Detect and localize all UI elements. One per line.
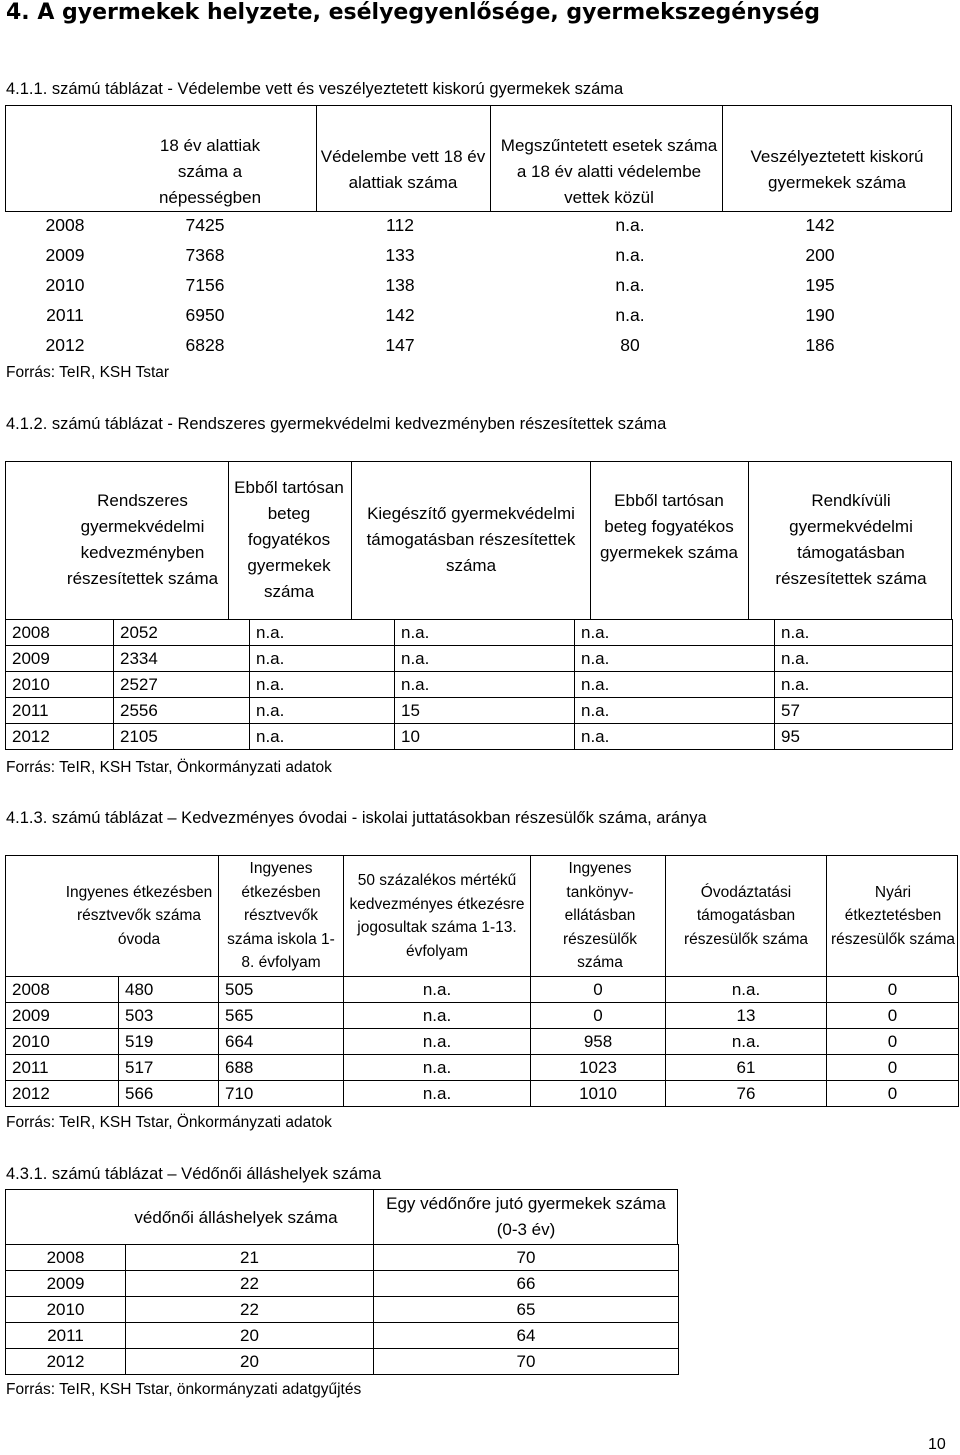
table-cell: 2008 [6,977,119,1003]
table-cell: n.a. [344,1003,531,1029]
table-cell: 0 [827,1055,959,1081]
divider [590,461,591,620]
table-cell: 21 [126,1245,374,1271]
table-cell: n.a. [250,620,395,646]
table-row [0,300,900,330]
divider [748,461,749,620]
column-header: Ebből tartósan beteg fogyatékos gyermekek száma [600,491,738,562]
table-row [6,1029,959,1055]
table-cell: 70 [374,1349,679,1375]
table-cell: 2011 [6,698,114,724]
column-header: Rendszeres gyermekvédelmi kedvezményben részesítettek száma [66,491,219,588]
table-cell: 2010 [6,1297,126,1323]
table-cell: 2105 [114,724,250,750]
table-cell: 7425 [185,214,225,235]
table-cell: 66 [374,1271,679,1297]
table-cell: 2009 [45,244,85,265]
table-cell: 2008 [6,620,114,646]
column-header: Nyári étkeztetésben részesülők száma [830,883,956,948]
table-cell: 7156 [185,274,225,295]
table-cell: 565 [219,1003,344,1029]
table-row [6,1297,679,1323]
table-cell: 519 [119,1029,219,1055]
table-cell: 2012 [6,724,114,750]
table-cell: 2556 [114,698,250,724]
table-cell: 2009 [6,646,114,672]
table-cell: 958 [531,1029,666,1055]
column-header: védőnői álláshelyek száma [134,1208,338,1227]
table-cell: 2012 [45,334,85,355]
table-cell: 517 [119,1055,219,1081]
table-cell: 480 [119,977,219,1003]
table-cell: n.a. [615,304,645,325]
table-cell: 64 [374,1323,679,1349]
table-cell: n.a. [344,977,531,1003]
table-cell: n.a. [666,977,827,1003]
table-row [6,1323,679,1349]
data-table [5,619,953,750]
table-cell: n.a. [575,672,775,698]
table-row [6,646,953,672]
table-cell: n.a. [250,724,395,750]
table-cell: 2012 [6,1081,119,1107]
table-cell: n.a. [250,698,395,724]
table-cell: 65 [374,1297,679,1323]
table-row [6,1349,679,1375]
table-cell: 2010 [6,672,114,698]
table-cell: 6950 [185,304,225,325]
table-cell: 186 [805,334,835,355]
table-cell: 1010 [531,1081,666,1107]
table-cell: n.a. [775,620,953,646]
table-cell: 2008 [6,1245,126,1271]
divider [530,855,531,977]
table-cell: 0 [827,977,959,1003]
column-header: Ebből tartósan beteg fogyatékos gyermekek száma [234,478,344,601]
table-source: Forrás: TeIR, KSH Tstar, Önkormányzati adatok [6,759,332,776]
table-cell: 22 [126,1271,374,1297]
table-cell: 710 [219,1081,344,1107]
table-cell: 57 [775,698,953,724]
table-cell: 195 [805,274,835,295]
table-cell: n.a. [395,620,575,646]
table-cell: n.a. [615,274,645,295]
table-cell: 688 [219,1055,344,1081]
table-cell: n.a. [615,244,645,265]
table-cell: 15 [395,698,575,724]
table-cell: 2009 [6,1003,119,1029]
table-cell: n.a. [575,698,775,724]
column-header: 50 százalékos mértékű kedvezményes étkezésre jogosultak száma 1-13. évfolyam [349,872,525,960]
table-cell: 2334 [114,646,250,672]
column-header: Megszűntetett esetek száma a 18 év alatti védelembe vettek közül [500,136,718,207]
table-cell: 20 [126,1323,374,1349]
table-cell: 7368 [185,244,225,265]
column-header: Védelembe vett 18 év alattiak száma [320,147,486,192]
table-cell: n.a. [250,672,395,698]
table-cell: 142 [805,214,835,235]
table-cell: n.a. [344,1081,531,1107]
divider [665,855,666,977]
table-cell: 138 [385,274,415,295]
table-row [6,977,959,1003]
table-cell: 0 [531,977,666,1003]
column-header: Ingyenes étkezésben résztvevők száma iskola 1-8. évfolyam [227,860,335,972]
table-cell: 503 [119,1003,219,1029]
table-row [6,1271,679,1297]
column-header: Rendkívüli gyermekvédelmi támogatásban részesítettek száma [775,491,927,588]
table-cell: 80 [620,334,640,355]
table-cell: 10 [395,724,575,750]
table-cell: 147 [385,334,415,355]
table-row [6,698,953,724]
table-cell: 0 [827,1081,959,1107]
table-cell: 2011 [46,304,84,325]
table-source: Forrás: TeIR, KSH Tstar, önkormányzati adatgyűjtés [6,1381,362,1398]
divider [722,105,723,212]
table-cell: n.a. [575,646,775,672]
table-cell: 2008 [45,214,85,235]
divider [351,461,352,620]
table-caption: 4.1.1. számú táblázat - Védelembe vett és veszélyeztetett kiskorú gyermekek száma [6,80,624,98]
table-cell: 2012 [6,1349,126,1375]
table-cell: 112 [386,214,414,235]
table-cell: 664 [219,1029,344,1055]
table-cell: 566 [119,1081,219,1107]
table-cell: n.a. [575,724,775,750]
table-cell: 95 [775,724,953,750]
table-source: Forrás: TeIR, KSH Tstar, Önkormányzati adatok [6,1114,332,1131]
table-cell: n.a. [250,646,395,672]
table-caption: 4.1.2. számú táblázat - Rendszeres gyermekvédelmi kedvezményben részesítettek száma [6,415,667,433]
table-row [6,1055,959,1081]
table-cell: 0 [827,1029,959,1055]
table-row [0,270,900,300]
table-caption: 4.1.3. számú táblázat – Kedvezményes óvodai - iskolai juttatásokban részesülők száma, aránya [6,809,707,827]
column-header: Kiegészítő gyermekvédelmi támogatásban részesítettek száma [366,504,576,575]
table-cell: n.a. [395,672,575,698]
table-cell: 142 [385,304,415,325]
table-cell: 2011 [6,1323,126,1349]
table-cell: 133 [385,244,415,265]
divider [218,855,219,977]
table-cell: 2527 [114,672,250,698]
column-header: Egy védőnőre jutó gyermekek száma (0-3 év) [386,1194,666,1239]
table-cell: n.a. [344,1029,531,1055]
table-cell: 0 [827,1003,959,1029]
data-table [5,976,959,1107]
column-header: 18 év alattiak száma a népességben [158,136,262,207]
column-header: Ingyenes étkezésben résztvevők száma óvoda [65,883,213,948]
table-cell: 6828 [185,334,225,355]
table-cell: 2052 [114,620,250,646]
table-row [0,210,900,240]
table-cell: 70 [374,1245,679,1271]
table-row [6,724,953,750]
data-table [0,210,900,360]
table-cell: 1023 [531,1055,666,1081]
table-cell: 13 [666,1003,827,1029]
table-cell: 2009 [6,1271,126,1297]
table-cell: 22 [126,1297,374,1323]
table-cell: 0 [531,1003,666,1029]
table-cell: n.a. [666,1029,827,1055]
data-table [5,1244,679,1375]
table-row [6,672,953,698]
divider [826,855,827,977]
table-cell: 505 [219,977,344,1003]
table-cell: n.a. [344,1055,531,1081]
table-row [6,1081,959,1107]
table-row [6,1245,679,1271]
table-cell: n.a. [775,672,953,698]
table-cell: 190 [805,304,835,325]
table-cell: n.a. [575,620,775,646]
table-cell: 76 [666,1081,827,1107]
table-cell: n.a. [615,214,645,235]
table-cell: 2011 [6,1055,119,1081]
table-source: Forrás: TeIR, KSH Tstar [6,364,170,381]
divider [373,1189,374,1245]
divider [228,461,229,620]
divider [343,855,344,977]
table-cell: 20 [126,1349,374,1375]
table-cell: 61 [666,1055,827,1081]
column-header: Ingyenes tankönyv-ellátásban részesülők száma [562,860,638,972]
table-cell: 2010 [45,274,85,295]
table-row [6,1003,959,1029]
table-caption: 4.3.1. számú táblázat – Védőnői álláshelyek száma [6,1165,382,1183]
table-cell: 200 [805,244,835,265]
table-cell: 2010 [6,1029,119,1055]
table-row [0,330,900,360]
table-row [0,240,900,270]
table-cell: n.a. [775,646,953,672]
table-cell: n.a. [395,646,575,672]
table-row [6,620,953,646]
column-header: Óvodáztatási támogatásban részesülők száma [683,883,809,948]
column-header: Veszélyeztetett kiskorú gyermekek száma [750,147,924,192]
page-number: 10 [928,1436,946,1453]
page-heading: 4. A gyermekek helyzete, esélyegyenlősége, gyermekszegénység [6,0,820,25]
